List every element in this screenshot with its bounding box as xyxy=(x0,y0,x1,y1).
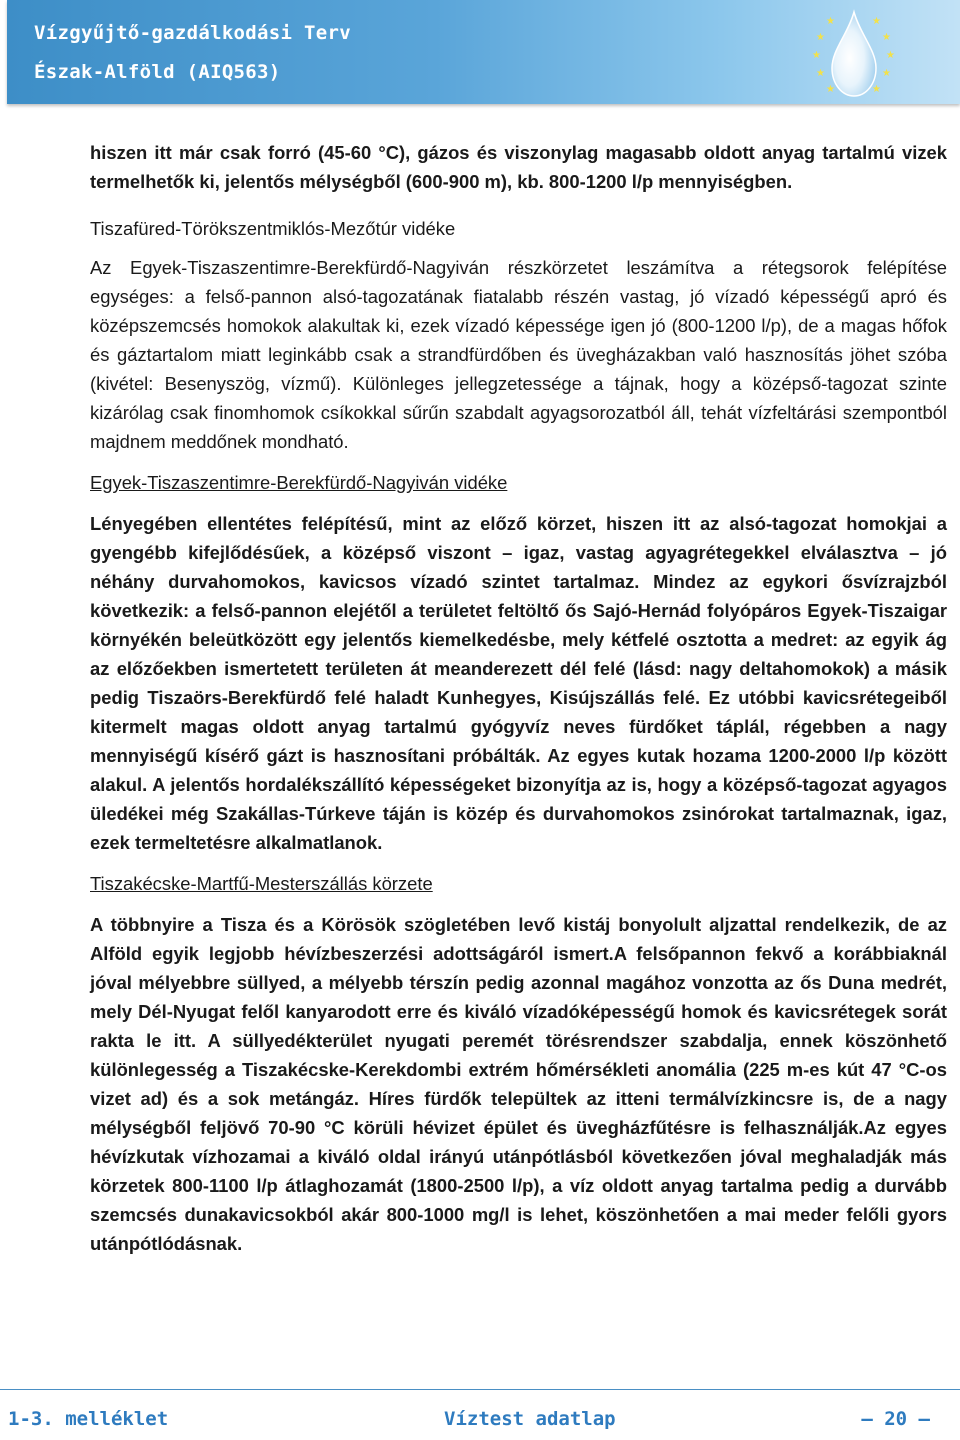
svg-text:★: ★ xyxy=(882,68,891,79)
svg-text:★: ★ xyxy=(886,50,895,61)
svg-text:★: ★ xyxy=(816,32,825,43)
section-heading-tiszafured: Tiszafüred-Törökszentmiklós-Mezőtúr vidéke xyxy=(90,218,456,239)
svg-text:★: ★ xyxy=(826,16,835,27)
eu-stars-water-drop-icon xyxy=(808,4,900,102)
section-heading-egyek: Egyek-Tiszaszentimre-Berekfürdő-Nagyiván vidéke xyxy=(90,472,508,493)
water-drop-shape xyxy=(832,12,876,96)
footer-divider xyxy=(0,1389,960,1390)
paragraph-tiszafured: Az Egyek-Tiszaszentimre-Berekfürdő-Nagyiván részkörzetet leszámítva a rétegsorok felépítése egységes: a felső-pannon alsó-tagozatának fiatalabb részén vastag, jó vízadó képességű apró és középszemcsés homokok alakultak ki, ezek vízadó képessége igen jó (800-1200 l/p), de a magas hőfok és gáztartalom miatt leginkább csak a strandfürdőben és üvegházakban való hasznosítás jöhet szóba (kivétel: Besenyszög, vízmű). Különleges jellegzetessége a tájnak, hogy a középső-tagozat szinte kizárólag csak finomhomok csíkokkal sűrűn szabdalt agyagsorozatból áll, tehát vízfeltárási szempontból majdnem meddőnek mondható. xyxy=(90,257,947,452)
svg-text:★: ★ xyxy=(872,16,881,27)
footer-document-type: Víztest adatlap xyxy=(444,1408,616,1430)
svg-text:★: ★ xyxy=(812,50,821,61)
document-title: Vízgyűjtő-gazdálkodási Terv xyxy=(34,22,351,44)
svg-text:★: ★ xyxy=(882,32,891,43)
paragraph-tiszakecske: A többnyire a Tisza és a Körösök szögletében levő kistáj bonyolult aljzattal rendelkezik, de az Alföld egyik legjobb hévízbeszerzési adottságáról ismert.A felsőpannon fekvő a korábbiaknál jóval mélyebbre süllyed, a mélyebb térszín pedig azonnal magához vonzotta az ős Duna medrét, mely Dél-Nyugat felől kanyarodott erre és kiváló vízadóképességű homok és kavicsrétegek sorát rakta le itt. A süllyedékterület nyugati peremét törésrendszer szabdalja, ennek köszönhető különlegesség a Tiszakécske-Kerekdombi extrém hőmérsékleti anomália (225 m-es kút 47 °C-os vizet ad) és a sok metángáz. Híres fürdők települtek az itteni termálvízkincsre is, de a nagy mélységből feljövő 70-90 °C körüli hévizet épület és üvegházfűtésre is felhasználják.Az egyes hévízkutak vízhozamai a kiváló oldal irányú utánpótlásból következően jóval meghaladják más körzetek 800-1100 l/p átlaghozamát (1800-2500 l/p), a víz oldott anyag tartalma pedig a durvább szemcsés dunakavicsokból akár 800-1000 mg/l is lehet, köszönhetően a mai meder felőli gyors utánpótlódásnak. xyxy=(90,914,947,1254)
document-subtitle: Észak-Alföld (AIQ563) xyxy=(34,61,281,83)
paragraph-continuation: hiszen itt már csak forró (45-60 °C), gázos és viszonylag magasabb oldott anyag tartalmú vizek termelhetők ki, jelentős mélységből (600-900 m), kb. 800-1200 l/p mennyiségben. xyxy=(90,142,947,192)
document-body xyxy=(90,138,947,1258)
footer-attachment-label: 1-3. melléklet xyxy=(8,1408,169,1430)
page-number: — 20 — xyxy=(861,1408,930,1430)
svg-text:★: ★ xyxy=(826,84,835,95)
section-heading-tiszakecske: Tiszakécske-Martfű-Mesterszállás körzete xyxy=(90,873,433,894)
page-footer xyxy=(0,1408,960,1438)
svg-text:★: ★ xyxy=(816,68,825,79)
svg-text:★: ★ xyxy=(872,84,881,95)
paragraph-egyek: Lényegében ellentétes felépítésű, mint az előző körzet, hiszen itt az alsó-tagozat homokjai a gyengébb kifejlődésűek, a középső viszont – igaz, vastag agyagrétegekkel elválasztva – jó néhány durvahomokos, kavicsos vízadó szintet tartalmaz. Mindez az egykori ősvízrajzból következik: a felső-pannon elejétől a területet feltöltő ős Sajó-Hernád folyópáros Egyek-Tiszaigar környékén beleütközött egy jelentős kiemelkedésbe, mely kétfelé osztotta a medret: az egyik ág az előzőekben ismertetett területen át meanderezett dél felé (lásd: nagy deltahomokok) a másik pedig Tiszaörs-Berekfürdő felé haladt Kunhegyes, Kisújszállás felé. Ez utóbbi kavicsrétegeiből kitermelt magas oldott anyag tartalmú gyógyvíz neves fürdőket táplál, régebben a nagy mennyiségű kísérő gázt is hasznosítani próbálták. Az egyes kutak hozama 1200-2000 l/p között alakul. A jelentős hordalékszállító képességeket bizonyítja az is, hogy a középső-tagozat agyagos üledékei még Szakállas-Túrkeve táján is közép és durvahomokos zsinórokat tartalmaznak, igaz, ezek termeltetésre alkalmatlanok. xyxy=(90,513,947,853)
